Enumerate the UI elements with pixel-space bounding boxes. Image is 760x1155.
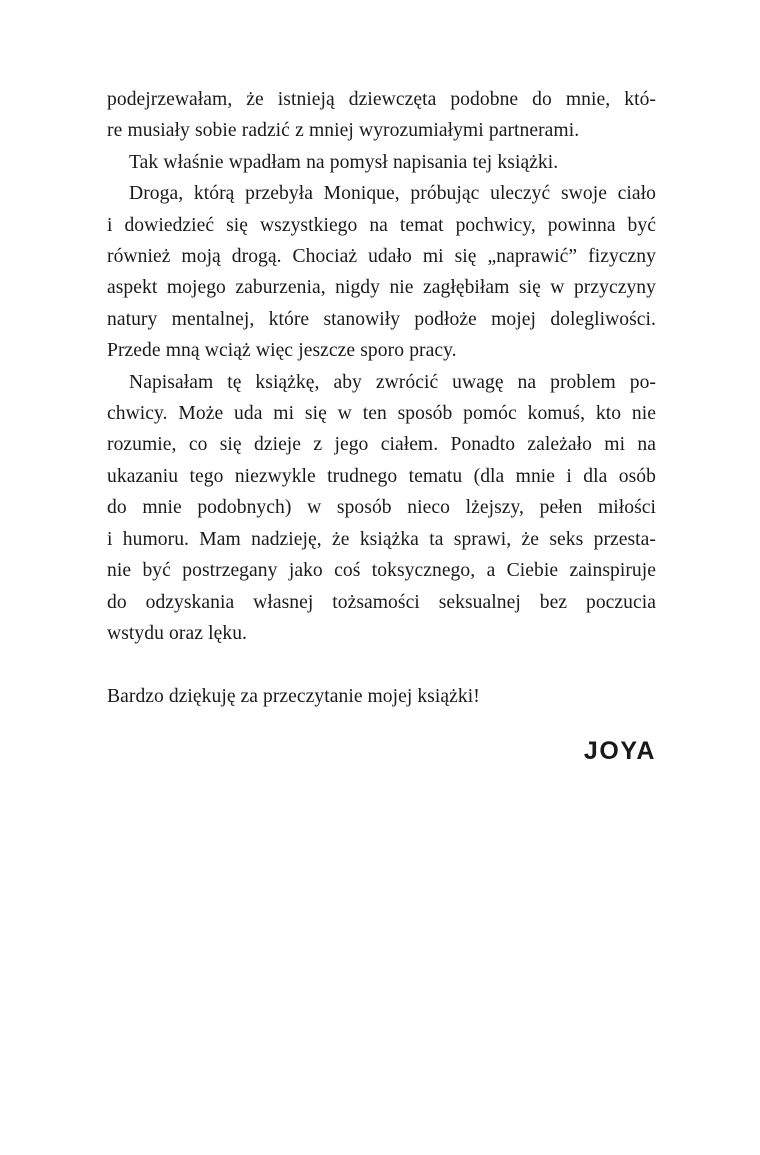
- text-line: re musiały sobie radzić z mniej wyrozumiałymi partnerami.: [107, 120, 580, 142]
- text-line: Napisałam tę książkę, aby zwrócić uwagę na problem po-: [129, 371, 656, 393]
- paragraph: [107, 84, 656, 147]
- author-signature: JOYA: [583, 737, 656, 766]
- text-line: do odzyskania własnej tożsamości seksualnej bez poczucia: [107, 591, 656, 613]
- text-line: wstydu oraz lęku.: [107, 622, 248, 644]
- text-line: chwicy. Może uda mi się w ten sposób pomóc komuś, kto nie: [107, 403, 656, 425]
- text-line: rozumie, co się dzieje z jego ciałem. Ponadto zależało mi na: [107, 434, 656, 456]
- text-line: i dowiedzieć się wszystkiego na temat pochwicy, powinna być: [107, 214, 656, 236]
- paragraph: [107, 178, 656, 366]
- text-line: podejrzewałam, że istnieją dziewczęta podobne do mnie, któ-: [107, 89, 656, 110]
- text-line: nie być postrzegany jako coś toksycznego, a Ciebie zainspiruje: [107, 560, 656, 582]
- text-line: aspekt mojego zaburzenia, nigdy nie zagłębiłam się w przyczyny: [107, 277, 656, 299]
- text-line: i humoru. Mam nadzieję, że książka ta sprawi, że seks przesta-: [107, 528, 656, 550]
- closing-line: Bardzo dziękuję za przeczytanie mojej książki!: [107, 685, 480, 707]
- text-line: do mnie podobnych) w sposób nieco lżejszy, pełen miłości: [107, 497, 656, 519]
- text-line: ukazaniu tego niezwykle trudnego tematu (dla mnie i dla osób: [107, 465, 656, 487]
- text-line: natury mentalnej, które stanowiły podłoże mojej dolegliwości.: [107, 308, 656, 330]
- text-line: również moją drogą. Chociaż udało mi się „naprawić” fizyczny: [107, 246, 656, 268]
- paragraph: [107, 147, 656, 178]
- page-text-block: [107, 84, 656, 766]
- paragraph: [107, 367, 656, 650]
- text-line: Tak właśnie wpadłam na pomysł napisania tej książki.: [129, 151, 559, 173]
- text-line: Droga, którą przebyła Monique, próbując uleczyć swoje ciało: [129, 183, 656, 205]
- text-line: Przede mną wciąż więc jeszcze sporo pracy.: [107, 340, 457, 362]
